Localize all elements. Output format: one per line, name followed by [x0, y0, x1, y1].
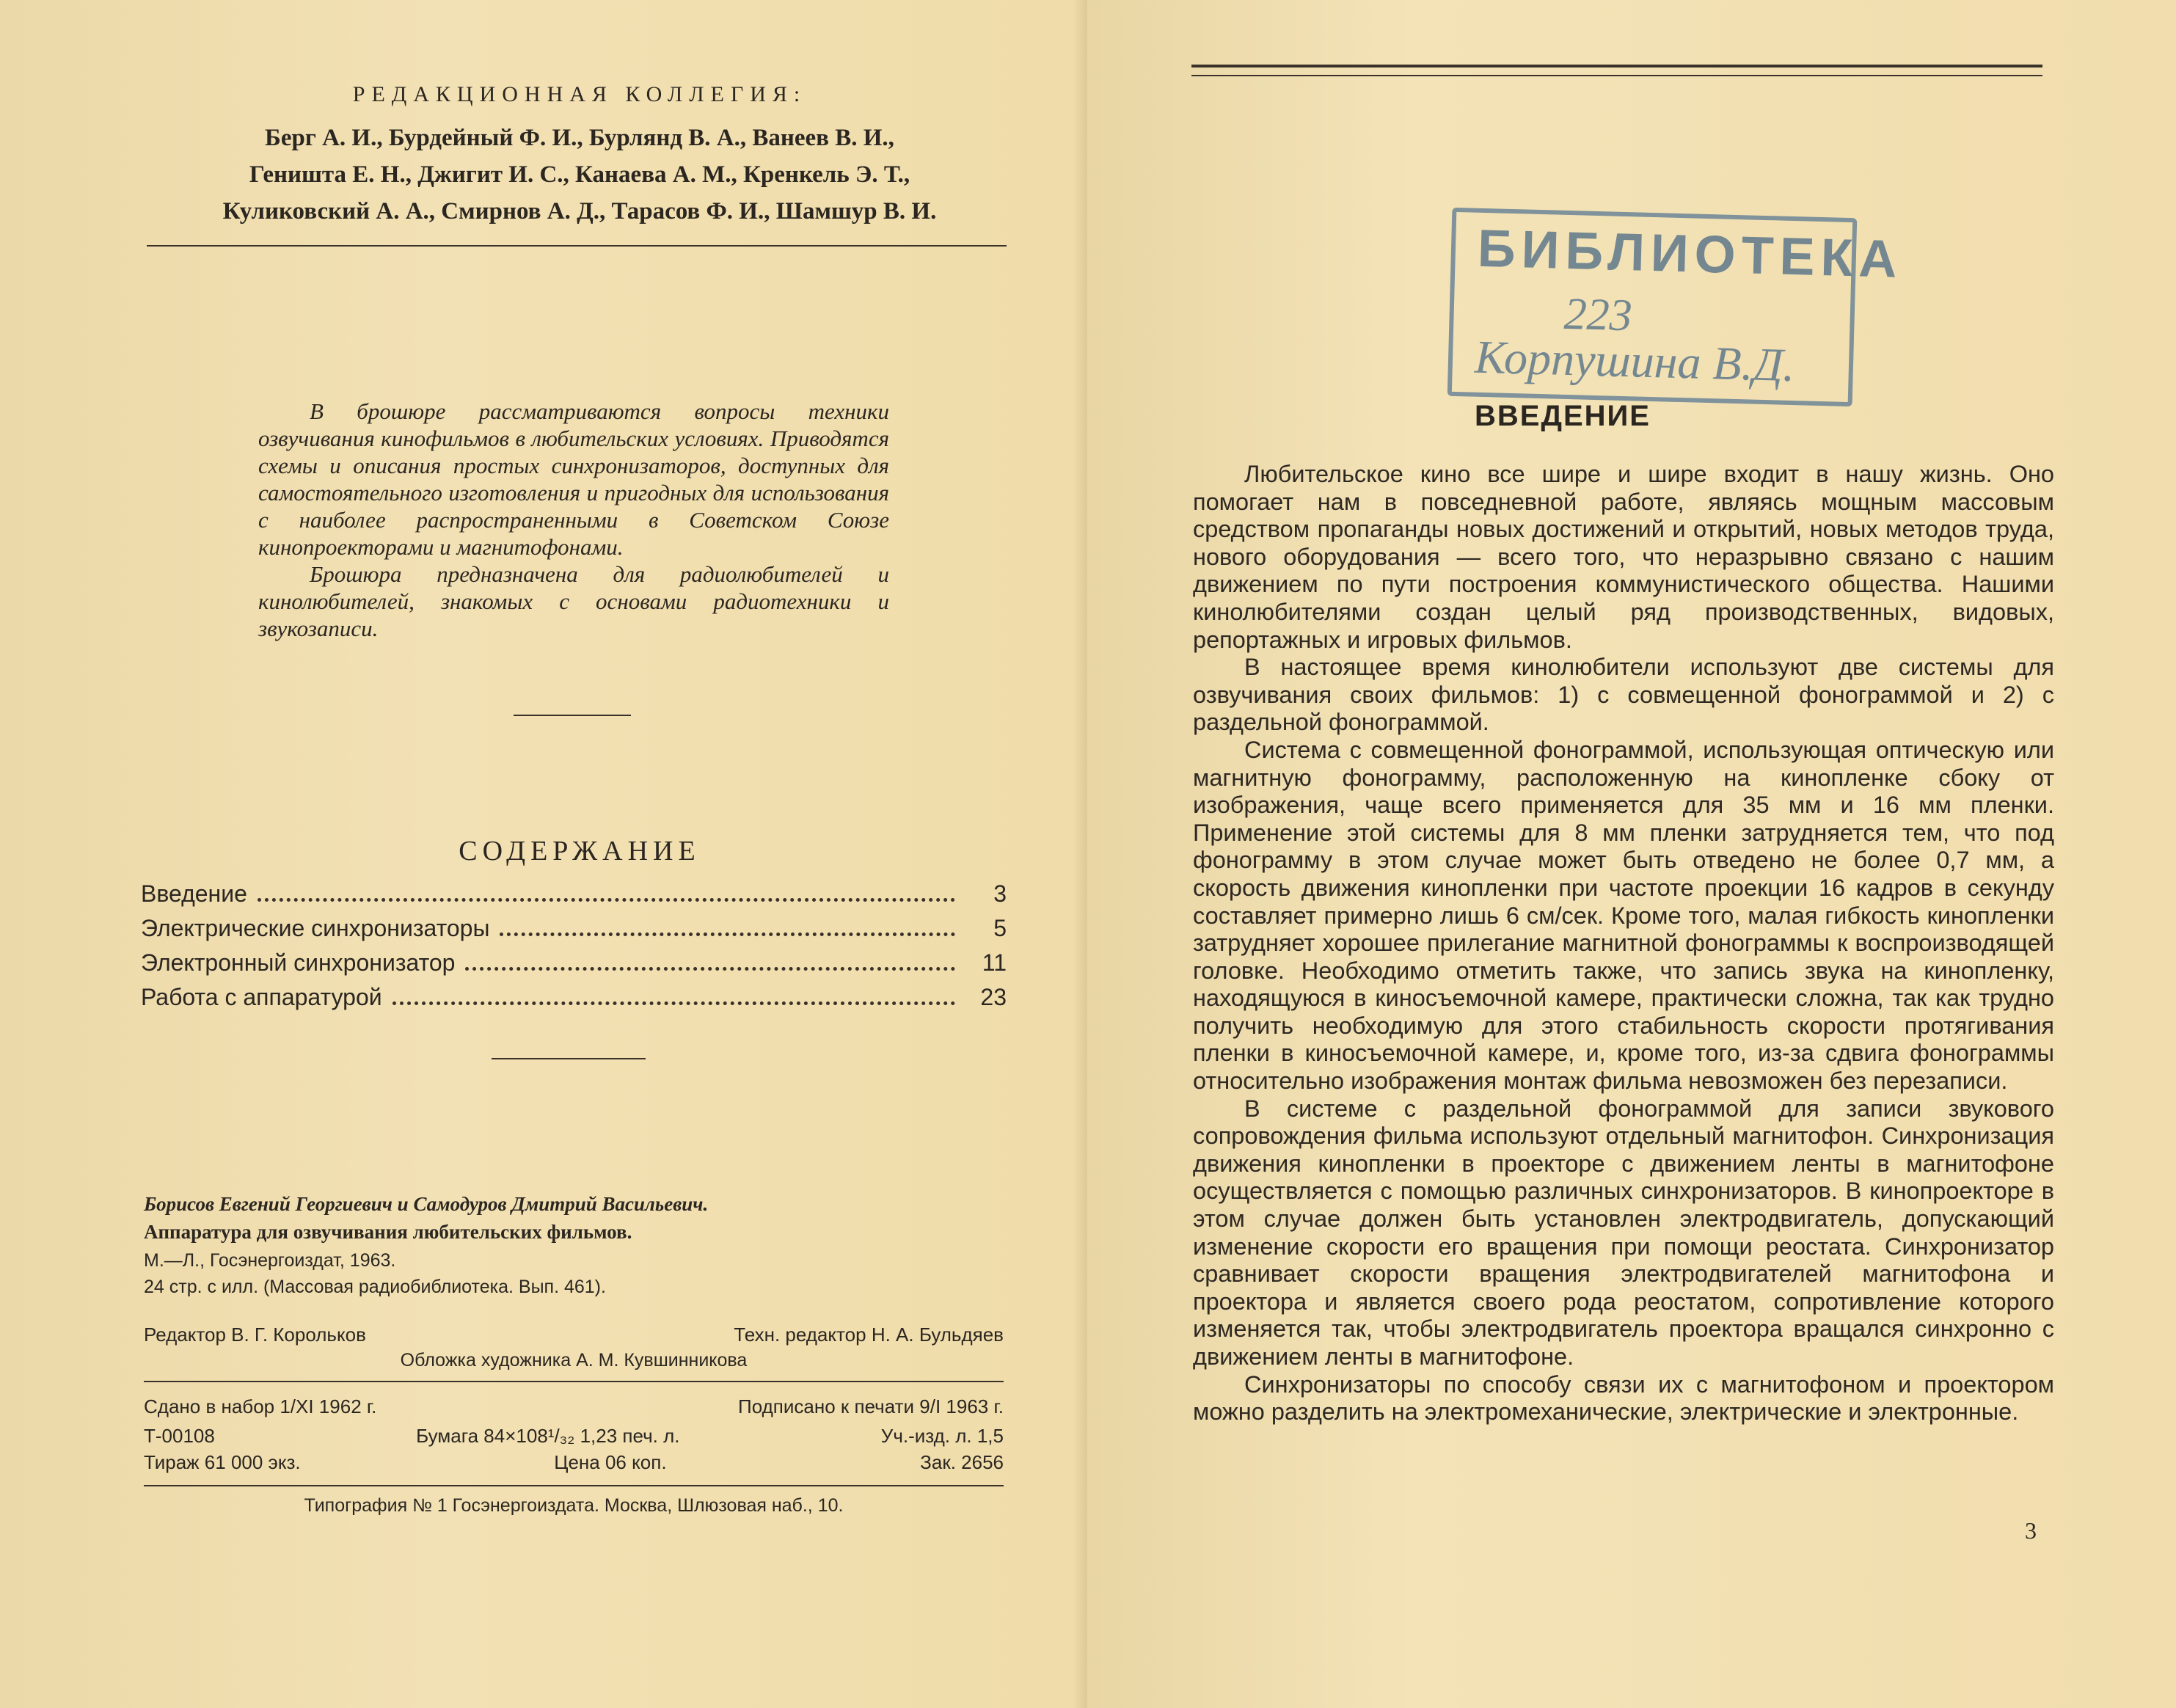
- page-number: 3: [2025, 1517, 2037, 1544]
- toc-label: Электрические синхронизаторы: [141, 915, 490, 941]
- paragraph: Синхронизаторы по способу связи их с магнитофоном и проектором можно разделить на электромеханические, электрические и электронные.: [1193, 1371, 2054, 1426]
- contents-title: СОДЕРЖАНИЕ: [459, 836, 701, 866]
- paragraph: Система с совмещенной фонограммой, использующая оптическую или магнитную фонограмму, расположенную на кинопленке сбоку от изображения, чаще всего применяется для 35 мм и 16 мм пленки. Применение этой системы для 8 мм пленки затрудняется тем, что под фонограмму в этом случае может быть отведено не более 0,7 мм, а скорость движения кинопленки при частоте проекции 16 кадров в секунду составляет примерно лишь 6 см/сек. Кроме того, малая гибкость кинопленки затрудняет хорошее прилегание магнитной фонограммы к воспроизводящей головке. Необходимо отметить также, что запись звука на кинопленку, находящуюся в киносъемочной камере, практически сложна, так как трудно получить необходимую для этого стабильность скорости протягивания пленки в киносъемочной камере, и, кроме того, из-за сдвига фонограммы относительно изображения монтаж фильма невозможен без перезаписи.: [1193, 736, 2054, 1095]
- header-rule: [1191, 75, 2042, 76]
- toc-leader: [500, 933, 955, 936]
- divider: [514, 715, 631, 716]
- imprint-paper-row: [144, 1425, 1004, 1448]
- stamp-text: 223: [1563, 288, 1633, 341]
- toc-entry[interactable]: [141, 984, 1007, 1018]
- body-text: [1193, 461, 2054, 1426]
- imprint-tech-editor: Техн. редактор Н. А. Бульдяев: [734, 1324, 1004, 1346]
- left-page: [0, 0, 1087, 1708]
- toc-page: 3: [993, 880, 1007, 907]
- imprint-code: Т-00108: [144, 1425, 215, 1447]
- imprint-title: Аппаратура для озвучивания любительских фильмов.: [144, 1221, 632, 1243]
- toc-entry[interactable]: [141, 949, 1007, 984]
- imprint-printer: Типография № 1 Госэнергоиздата. Москва, Шлюзовая наб., 10.: [304, 1495, 844, 1516]
- editorial-board-line: Берг А. И., Бурдейный Ф. И., Бурлянд В. А., Ванеев В. И.,: [265, 125, 894, 151]
- table-of-contents: [141, 880, 1007, 1018]
- annotation-paragraph: Брошюра предназначена для радиолюбителей и кинолюбителей, знакомых с основами радиотехники и звукозаписи.: [258, 561, 889, 641]
- imprint-typeset: Сдано в набор 1/XI 1962 г.: [144, 1395, 377, 1417]
- imprint-editors-row: [144, 1324, 1004, 1346]
- imprint-dates-row: [144, 1395, 1004, 1418]
- stamp-text: БИБЛИОТЕКА: [1476, 219, 1904, 289]
- toc-label: Работа с аппаратурой: [141, 984, 382, 1010]
- editorial-board-line: Куликовский А. А., Смирнов А. Д., Тарасов Ф. И., Шамшур В. И.: [222, 198, 937, 225]
- imprint-editor: Редактор В. Г. Корольков: [144, 1324, 366, 1346]
- imprint-paper: Бумага 84×108¹/₃₂ 1,23 печ. л.: [416, 1425, 680, 1447]
- imprint-pub-sheets: Уч.-изд. л. 1,5: [880, 1425, 1004, 1447]
- imprint-print-run: Тираж 61 000 экз.: [144, 1451, 301, 1473]
- paragraph: В настоящее время кинолюбители используют две системы для озвучивания своих фильмов: 1) с совмещенной фонограммой и 2) с раздельной фонограммой.: [1193, 654, 2054, 736]
- editorial-board-title: РЕДАКЦИОННАЯ КОЛЛЕГИЯ:: [352, 82, 807, 106]
- editorial-board-line: Геништа Е. Н., Джигит И. С., Канаева А. М., Кренкель Э. Т.,: [249, 161, 910, 188]
- divider: [144, 1381, 1004, 1382]
- imprint-run-row: [144, 1451, 1004, 1474]
- toc-entry[interactable]: [141, 880, 1007, 915]
- section-title: ВВЕДЕНИЕ: [1475, 400, 1651, 432]
- imprint-signed: Подписано к печати 9/I 1963 г.: [738, 1395, 1004, 1417]
- toc-leader: [465, 967, 955, 971]
- divider: [144, 1485, 1004, 1486]
- toc-page: 23: [980, 984, 1007, 1010]
- toc-leader: [258, 898, 955, 902]
- imprint-publisher: М.—Л., Госэнергоиздат, 1963.: [144, 1250, 396, 1271]
- imprint-price: Цена 06 коп.: [554, 1451, 667, 1473]
- stamp-text: Корпушина В.Д.: [1474, 330, 1796, 392]
- divider: [492, 1058, 646, 1059]
- imprint-order: Зак. 2656: [920, 1451, 1004, 1473]
- toc-label: Электронный синхронизатор: [141, 949, 456, 976]
- paragraph: Любительское кино все шире и шире входит в нашу жизнь. Оно помогает нам в повседневной работе, являясь мощным массовым средством пропаганды новых достижений и открытий, новых методов труда, нового оборудования — всего того, что неразрывно связано с нашим движением по пути построения коммунистического общества. Нашими кинолюбителями создан целый ряд производственных, видовых, репортажных и игровых фильмов.: [1193, 461, 2054, 653]
- toc-label: Введение: [141, 880, 247, 907]
- toc-page: 11: [982, 949, 1007, 976]
- toc-entry[interactable]: [141, 915, 1007, 949]
- annotation: [258, 398, 889, 642]
- divider: [147, 245, 1007, 247]
- toc-leader: [393, 1001, 955, 1005]
- annotation-paragraph: В брошюре рассматриваются вопросы техники озвучивания кинофильмов в любительских условиях. Приводятся схемы и описания простых синхронизаторов, доступных для самостоятельного изготовления и пригодных для использования с наиболее распространенными в Советском Союзе кинопроекторами и магнитофонами.: [258, 398, 889, 560]
- imprint-series: 24 стр. с илл. (Массовая радиобиблиотека. Вып. 461).: [144, 1277, 606, 1297]
- imprint-authors: Борисов Евгений Георгиевич и Самодуров Дмитрий Васильевич.: [144, 1193, 709, 1215]
- toc-page: 5: [993, 915, 1007, 941]
- paragraph: В системе с раздельной фонограммой для записи звукового сопровождения фильма используют отдельный магнитофон. Синхронизация движения кинопленки в проекторе с движением ленты в магнитофоне осуществляется с помощью различных синхронизаторов. В кинопроекторе в этом случае должен быть установлен электродвигатель, допускающий изменение скорости его вращения при помощи реостата. Синхронизатор сравнивает скорости вращения электродвигателей магнитофона и проектора и является своего рода реостатом, сопротивление которого изменяется так, чтобы электродвигатель проектора вращался синхронно с движением ленты в магнитофоне.: [1193, 1095, 2054, 1370]
- imprint-cover: Обложка художника А. М. Кувшинникова: [400, 1350, 748, 1371]
- library-stamp: [1447, 208, 1904, 406]
- header-rule: [1191, 65, 2042, 67]
